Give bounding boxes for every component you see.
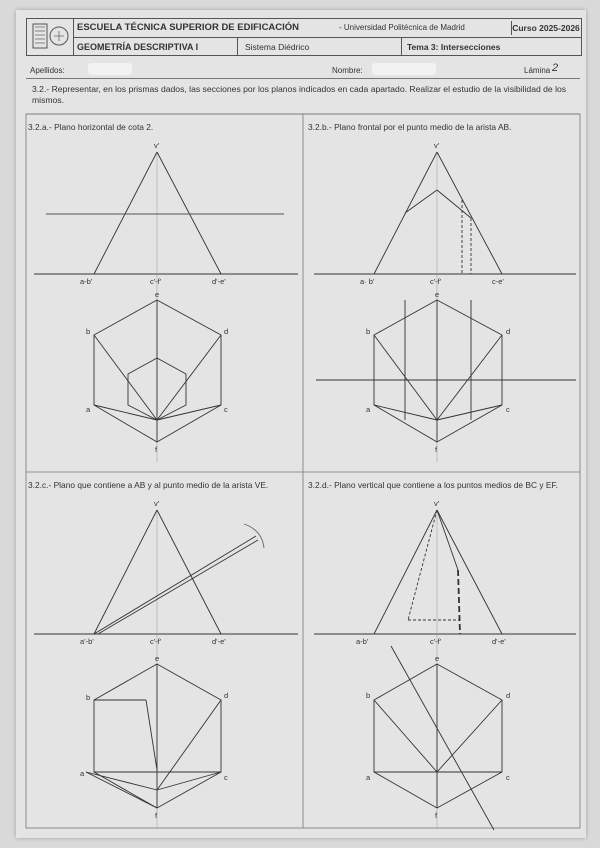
label-f: f — [435, 811, 438, 820]
question-b-title: 3.2.b.- Plano frontal por el punto medio de la arista AB. — [308, 122, 512, 132]
drawing-a — [34, 152, 298, 462]
university-name: - Universidad Politécnica de Madrid — [339, 23, 465, 32]
label-de: c-e' — [492, 277, 504, 286]
label-a: a — [80, 769, 85, 778]
label-cf: c'-f' — [150, 637, 162, 646]
subject-name: GEOMETRÍA DESCRIPTIVA I — [77, 42, 199, 52]
label-de: d'-e' — [492, 637, 506, 646]
label-ab: a-b' — [80, 277, 93, 286]
label-e: e — [155, 654, 160, 663]
label-cf: c'-f' — [430, 637, 442, 646]
label-f: f — [155, 445, 158, 454]
label-f: f — [155, 811, 158, 820]
label-c: c — [506, 773, 510, 782]
label-ab: a-b' — [356, 637, 369, 646]
label-cf: c'-f' — [150, 277, 162, 286]
label-ab: a'-b' — [80, 637, 94, 646]
label-a: a — [86, 405, 91, 414]
name-label: Nombre: — [332, 66, 363, 75]
label-cf: c'-f' — [430, 277, 442, 286]
label-a: a — [366, 405, 371, 414]
drawing-b — [314, 152, 576, 462]
school-name: ESCUELA TÉCNICA SUPERIOR DE EDIFICACIÓN — [77, 22, 300, 33]
label-de: d'-e' — [212, 277, 226, 286]
label-d: d — [224, 327, 229, 336]
course-year: Curso 2025-2026 — [512, 23, 580, 33]
exercise-sheet — [16, 10, 586, 838]
label-v: v' — [434, 141, 440, 150]
label-e: e — [435, 654, 440, 663]
label-ab: a· b' — [360, 277, 375, 286]
label-e: e — [155, 290, 160, 299]
label-f: f — [435, 445, 438, 454]
surnames-label: Apellidos: — [30, 66, 65, 75]
label-a: a — [366, 773, 371, 782]
label-v: v' — [154, 499, 160, 508]
question-c-title: 3.2.c.- Plano que contiene a AB y al punto medio de la arista VE. — [28, 480, 269, 490]
label-b: b — [86, 693, 91, 702]
system-name: Sistema Diédrico — [245, 42, 310, 52]
label-v: v' — [154, 141, 160, 150]
label-e: e — [435, 290, 440, 299]
drawing-area — [16, 10, 586, 838]
topic-name: Tema 3: Intersecciones — [407, 42, 501, 52]
label-b: b — [366, 691, 371, 700]
label-b: b — [86, 327, 91, 336]
label-c: c — [224, 773, 228, 782]
exercise-statement: 3.2.- Representar, en los prismas dados, las secciones por los planos indicados en cada apartado. Realizar el estudio de la visibilidad de los mismos. — [32, 84, 567, 105]
question-a-title: 3.2.a.- Plano horizontal de cota 2. — [28, 122, 154, 132]
label-d: d — [506, 691, 511, 700]
drawing-d — [314, 510, 576, 830]
label-de: d'-e' — [212, 637, 226, 646]
sheet-number-value: 2 — [552, 62, 559, 74]
label-d: d — [506, 327, 511, 336]
sheet-number-label: Lámina — [524, 66, 551, 75]
label-c: c — [506, 405, 510, 414]
label-d: d — [224, 691, 229, 700]
label-v: v' — [434, 499, 440, 508]
label-b: b — [366, 327, 371, 336]
label-c: c — [224, 405, 228, 414]
drawing-c — [34, 510, 298, 828]
question-d-title: 3.2.d.- Plano vertical que contiene a los puntos medios de BC y EF. — [308, 480, 558, 490]
